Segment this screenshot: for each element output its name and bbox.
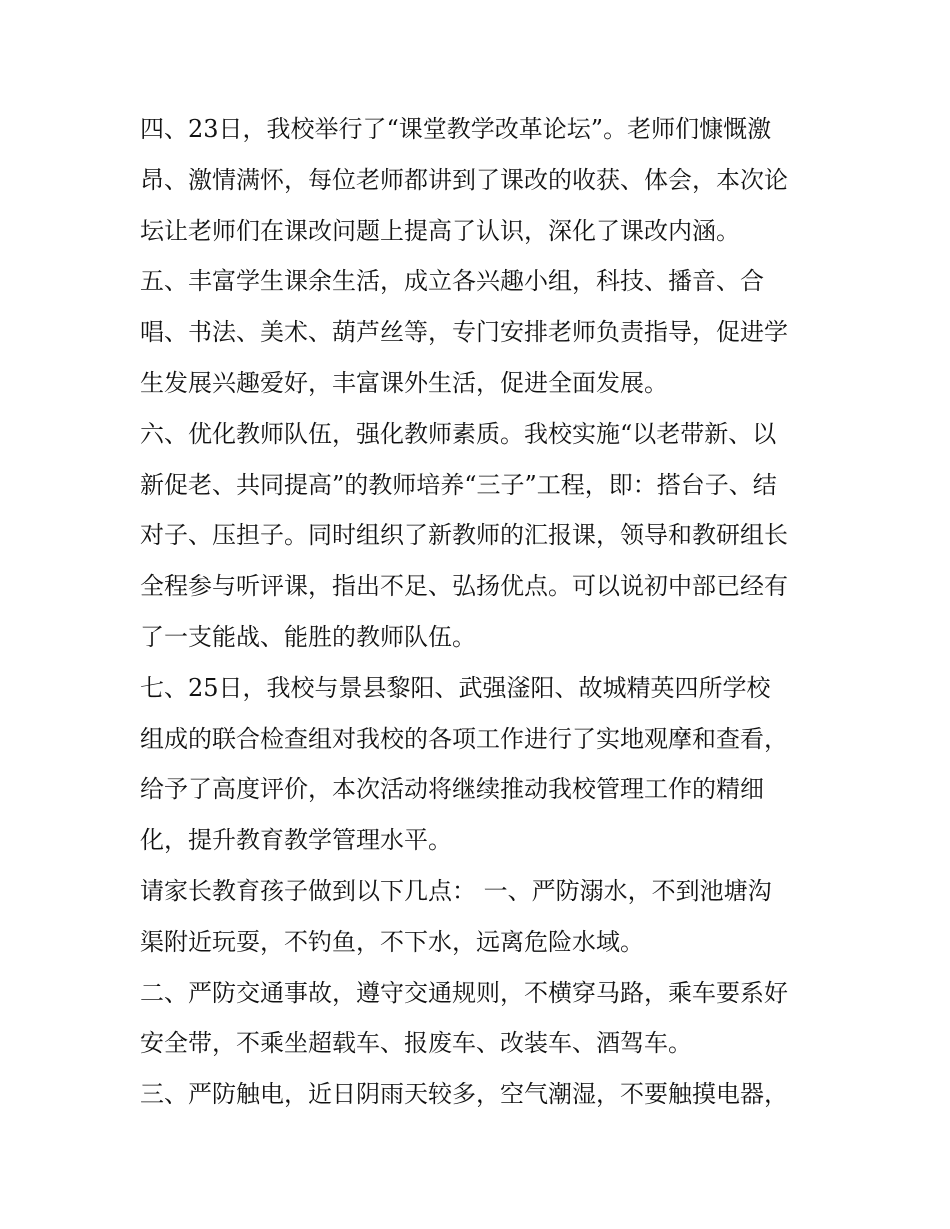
text-line: 六、优化教师队伍，强化教师素质。我校实施“以老带新、以 bbox=[140, 419, 777, 448]
text-line: 五、丰富学生课余生活，成立各兴趣小组，科技、播音、合 bbox=[140, 267, 764, 296]
text-line: 对子、压担子。同时组织了新教师的汇报课，领导和教研组长 bbox=[140, 521, 788, 550]
text-line: 七、25日，我校与景县黎阳、武强滏阳、故城精英四所学校 bbox=[140, 673, 771, 702]
text-line: 二、严防交通事故，遵守交通规则，不横穿马路，乘车要系好 bbox=[140, 978, 788, 1007]
text-line: 昂、激情满怀，每位老师都讲到了课改的收获、体会，本次论 bbox=[140, 165, 788, 194]
text-line: 生发展兴趣爱好，丰富课外生活，促进全面发展。 bbox=[140, 368, 668, 397]
text-line: 请家长教育孩子做到以下几点： 一、严防溺水，不到池塘沟 bbox=[140, 876, 772, 905]
text-line: 给予了高度评价，本次活动将继续推动我校管理工作的精细 bbox=[140, 775, 764, 804]
text-line: 全程参与听评课，指出不足、弘扬优点。可以说初中部已经有 bbox=[140, 572, 788, 601]
text-line: 化，提升教育教学管理水平。 bbox=[140, 826, 452, 855]
body-text bbox=[140, 104, 820, 1120]
text-line: 新促老、共同提高”的教师培养“三子”工程，即：搭台子、结 bbox=[140, 470, 777, 499]
text-line: 坛让老师们在课改问题上提高了认识，深化了课改内涵。 bbox=[140, 216, 740, 245]
text-line: 四、23日，我校举行了“课堂教学改革论坛”。老师们慷慨激 bbox=[140, 115, 772, 143]
text-line: 组成的联合检查组对我校的各项工作进行了实地观摩和查看， bbox=[140, 724, 788, 753]
text-line: 渠附近玩耍，不钓鱼，不下水，远离危险水域。 bbox=[140, 927, 644, 956]
text-line: 三、严防触电，近日阴雨天较多，空气潮湿，不要触摸电器， bbox=[140, 1080, 788, 1109]
text-line: 了一支能战、能胜的教师队伍。 bbox=[140, 622, 476, 651]
text-line: 唱、书法、美术、葫芦丝等，专门安排老师负责指导，促进学 bbox=[140, 318, 788, 347]
text-line: 安全带，不乘坐超载车、报废车、改装车、酒驾车。 bbox=[140, 1029, 692, 1058]
